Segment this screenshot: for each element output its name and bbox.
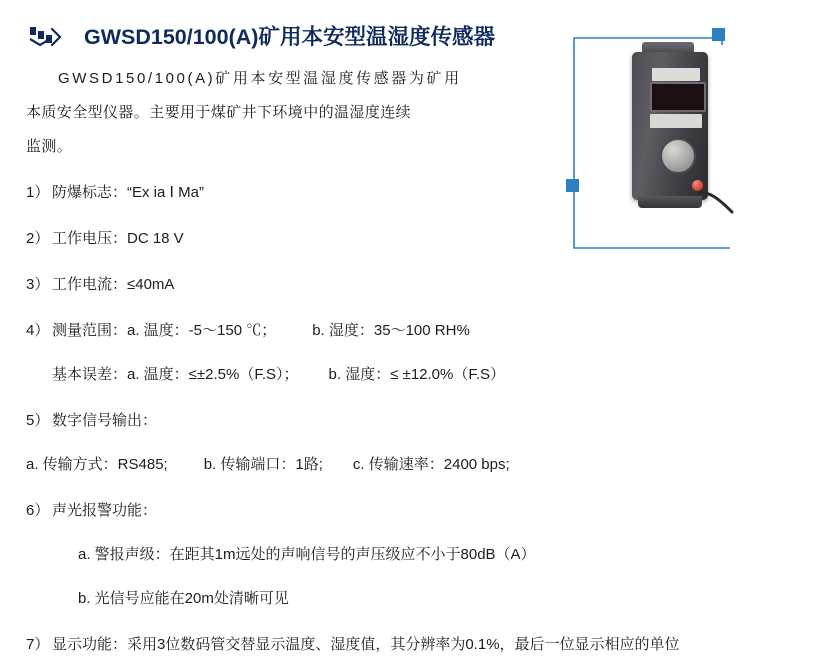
spec-item-5 — [26, 404, 586, 438]
spec-item-7-text: 显示功能：采用3位数码管交替显示温度、湿度值，其分辨率为0.1%，最后一位显示相应的单位 — [52, 636, 680, 653]
output-rate: c. 传输速率：2400 bps; — [352, 456, 510, 473]
spec-item-4 — [26, 314, 815, 348]
accent-square-bottom-left — [566, 179, 579, 192]
spec-item-2-number: 2） — [26, 230, 50, 247]
output-row — [26, 448, 815, 482]
device-nameplate — [652, 68, 700, 81]
accuracy-row — [26, 358, 815, 392]
spec-list — [26, 176, 680, 662]
spec-item-4-text: 测量范围：a. 温度：-5～150 ℃； — [52, 322, 277, 339]
intro-line-3: 监测。 — [26, 138, 73, 155]
spec-item-3-number: 3） — [26, 276, 50, 293]
product-figure — [566, 16, 796, 256]
spec-item-6-text: 声光报警功能： — [52, 502, 158, 519]
accuracy-label: 基本误差：a. 温度：≤±2.5%（F.S）； — [52, 366, 299, 383]
device-bottom-cap — [638, 196, 702, 208]
output-method: a. 传输方式：RS485; — [26, 456, 168, 473]
intro-line-1: GWSD150/100(A)矿用本安型温湿度传感器为矿用 — [58, 70, 462, 87]
signal-wave-icon — [28, 23, 72, 49]
page-title: GWSD150/100(A)矿用本安型温湿度传感器 — [84, 25, 495, 49]
spec-item-5-number: 5） — [26, 412, 50, 429]
spec-item-1 — [26, 176, 586, 210]
intro-line-2: 本质安全型仪器。主要用于煤矿井下环境中的温湿度连续 — [26, 104, 412, 121]
device-cable — [698, 188, 734, 214]
temperature-humidity-sensor-photo — [624, 38, 716, 216]
device-brand-label — [650, 114, 702, 128]
device-display — [650, 82, 706, 112]
spec-item-7 — [26, 628, 815, 662]
output-port: b. 传输端口：1路; — [203, 456, 323, 473]
spec-item-3-text: 工作电流：≤40mA — [52, 276, 175, 293]
document-body — [26, 62, 680, 662]
spec-item-2 — [26, 222, 586, 256]
accuracy-extra: b. 湿度：≤ ±12.0%（F.S） — [328, 366, 506, 383]
spec-item-7-number: 7） — [26, 636, 50, 653]
spec-item-3 — [26, 268, 586, 302]
spec-item-4-extra: b. 湿度：35～100 RH% — [312, 322, 470, 339]
device-enclosure — [632, 52, 708, 200]
spec-item-2-text: 工作电压：DC 18 V — [52, 230, 184, 247]
spec-item-4-number: 4） — [26, 322, 50, 339]
document-header — [28, 20, 495, 51]
spec-item-1-text: 防爆标志：“Ex ia Ⅰ Ma” — [52, 184, 204, 201]
alarm-light-row: b. 光信号应能在20m处清晰可见 — [78, 590, 289, 607]
spec-item-6-number: 6） — [26, 502, 50, 519]
spec-item-1-number: 1） — [26, 184, 50, 201]
spec-item-5-text: 数字信号输出： — [52, 412, 158, 429]
device-knob — [660, 138, 696, 174]
spec-item-6 — [26, 494, 586, 528]
alarm-sound-row: a. 警报声级：在距其1m远处的声响信号的声压级应不小于80dB（A） — [78, 546, 536, 563]
